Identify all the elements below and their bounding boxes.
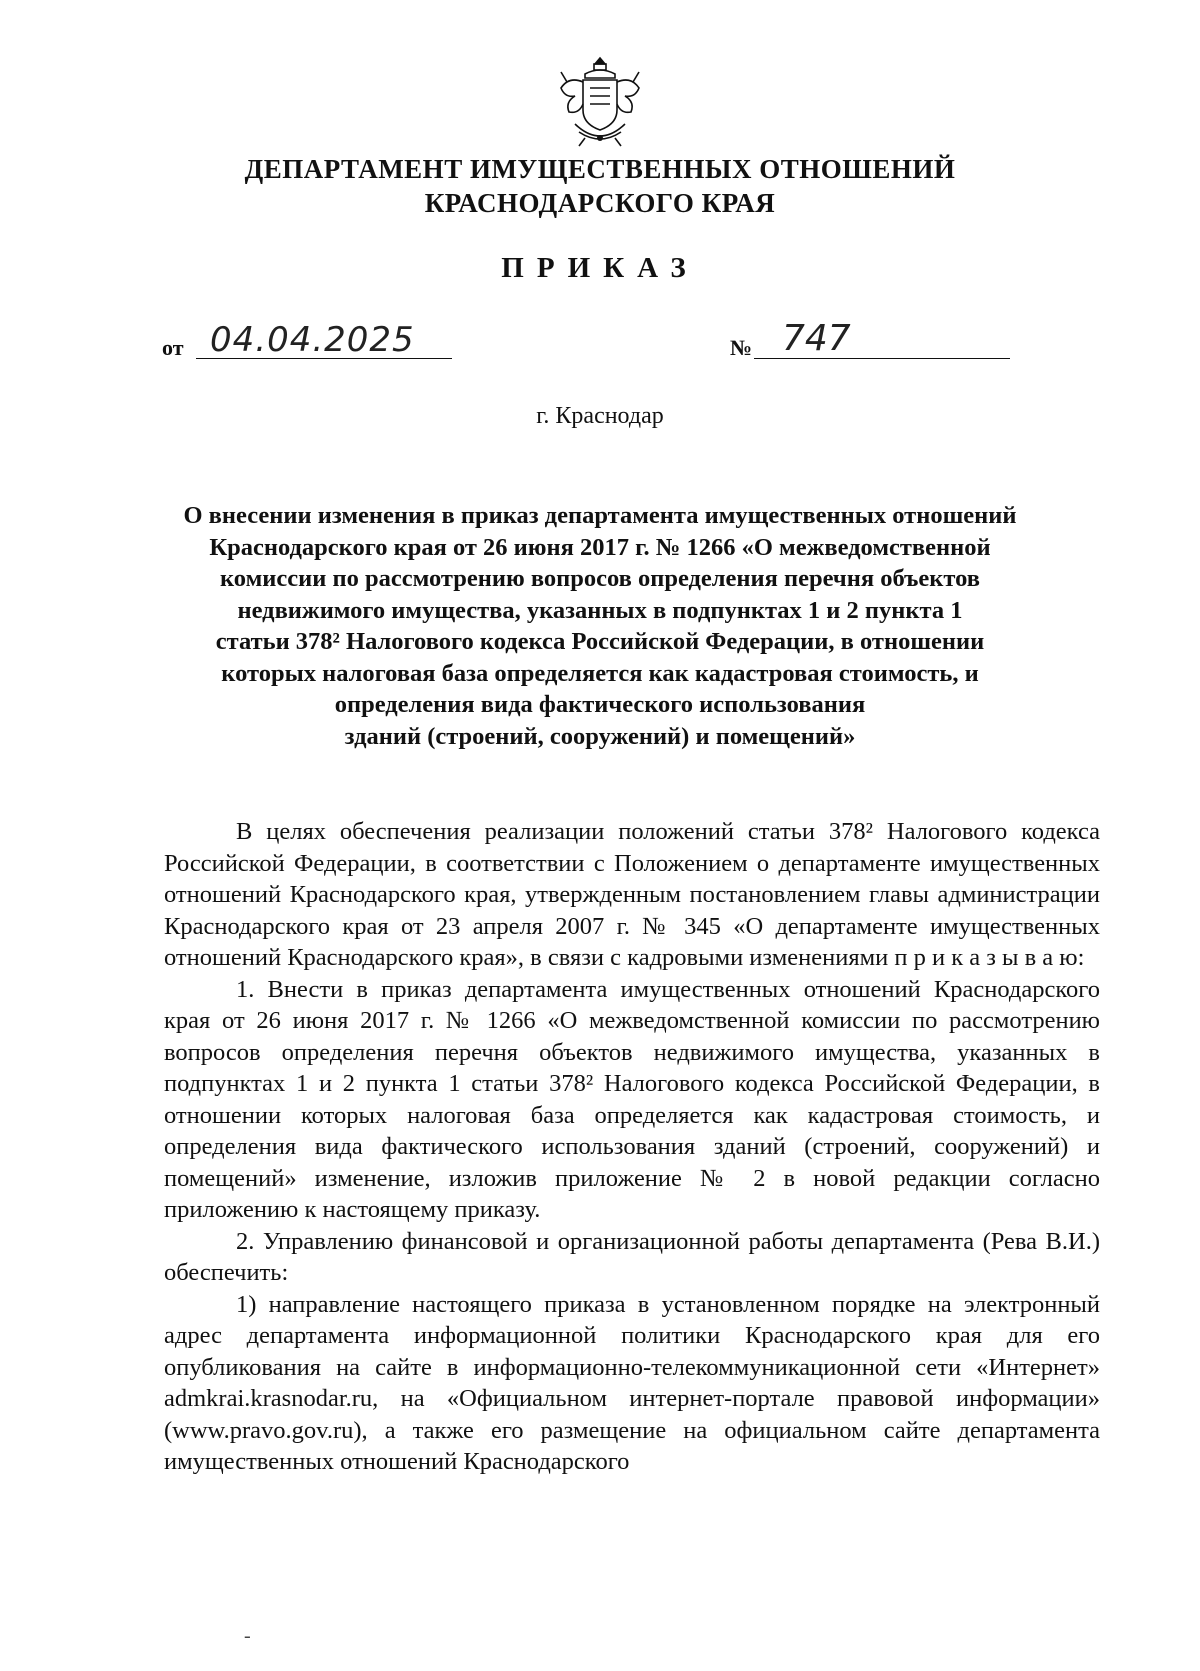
title-line: О внесении изменения в приказ департамента имущественных отношений	[183, 502, 1017, 529]
department-name-line1: ДЕПАРТАМЕНТ ИМУЩЕСТВЕННЫХ ОТНОШЕНИЙ	[244, 154, 956, 184]
number-label: №	[730, 335, 753, 360]
body-paragraph: 2. Управлению финансовой и организационной работы департамента (Рева В.И.) обеспечить:	[164, 1227, 1100, 1286]
city: г. Краснодар	[536, 403, 664, 429]
title-line: недвижимого имущества, указанных в подпунктах 1 и 2 пункта 1	[237, 596, 963, 624]
title-line: определения вида фактического использования	[334, 691, 866, 718]
body-paragraph: В целях обеспечения реализации положений статьи 378² Налогового кодекса Российской Федерации, в соответствии с Положением о департаменте имущественных отношений Краснодарского края, утвержденным постановлением главы администрации Краснодарского края от 23 апреля 2007 г. № 345 «О департаменте имущественных отношений Краснодарского края», в связи с кадровыми изменениями п р и к а з ы в а ю:	[164, 818, 1100, 971]
document-title	[150, 500, 1050, 752]
coat-of-arms-emblem	[545, 52, 655, 152]
footer-mark: -	[244, 1625, 251, 1647]
handwritten-number: 747	[782, 318, 851, 359]
date-label: от	[162, 335, 184, 360]
title-line: Краснодарского края от 26 июня 2017 г. № 1266 «О межведомственной	[209, 533, 991, 561]
handwritten-date: 04.04.2025	[210, 320, 415, 360]
document-type: ПРИКАЗ	[501, 252, 699, 284]
document-body	[164, 816, 1100, 1478]
title-line: статьи 378² Налогового кодекса Российской Федерации, в отношении	[215, 628, 985, 655]
department-name-line2: КРАСНОДАРСКОГО КРАЯ	[424, 188, 776, 218]
body-paragraph: 1. Внести в приказ департамента имущественных отношений Краснодарского края от 26 июня 2017 г. № 1266 «О межведомственной комиссии по рассмотрению вопросов определения перечня объектов недвижимого имущества, указанных в подпунктах 1 и 2 пункта 1 статьи 378² Налогового кодекса Российской Федерации, в отношении которых налоговая база определяется как кадастровая стоимость, и определения вида фактического использования зданий (строений, сооружений) и помещений» изменение, изложив приложение № 2 в новой редакции согласно приложению к настоящему приказу.	[164, 975, 1100, 1223]
body-paragraph: 1) направление настоящего приказа в установленном порядке на электронный адрес департамента информационной политики Краснодарского края для его опубликования на сайте в информационно-телекоммуникационной сети «Интернет» admkrai.krasnodar.ru, на «Официальном интернет-портале правовой информации» (www.pravo.gov.ru), а также его размещение на официальном сайте департамента имущественных отношений Краснодарского	[164, 1290, 1100, 1475]
title-line: которых налоговая база определяется как кадастровая стоимость, и	[221, 659, 979, 687]
title-line: комиссии по рассмотрению вопросов определения перечня объектов	[220, 565, 980, 592]
title-line: зданий (строений, сооружений) и помещений»	[344, 722, 856, 750]
